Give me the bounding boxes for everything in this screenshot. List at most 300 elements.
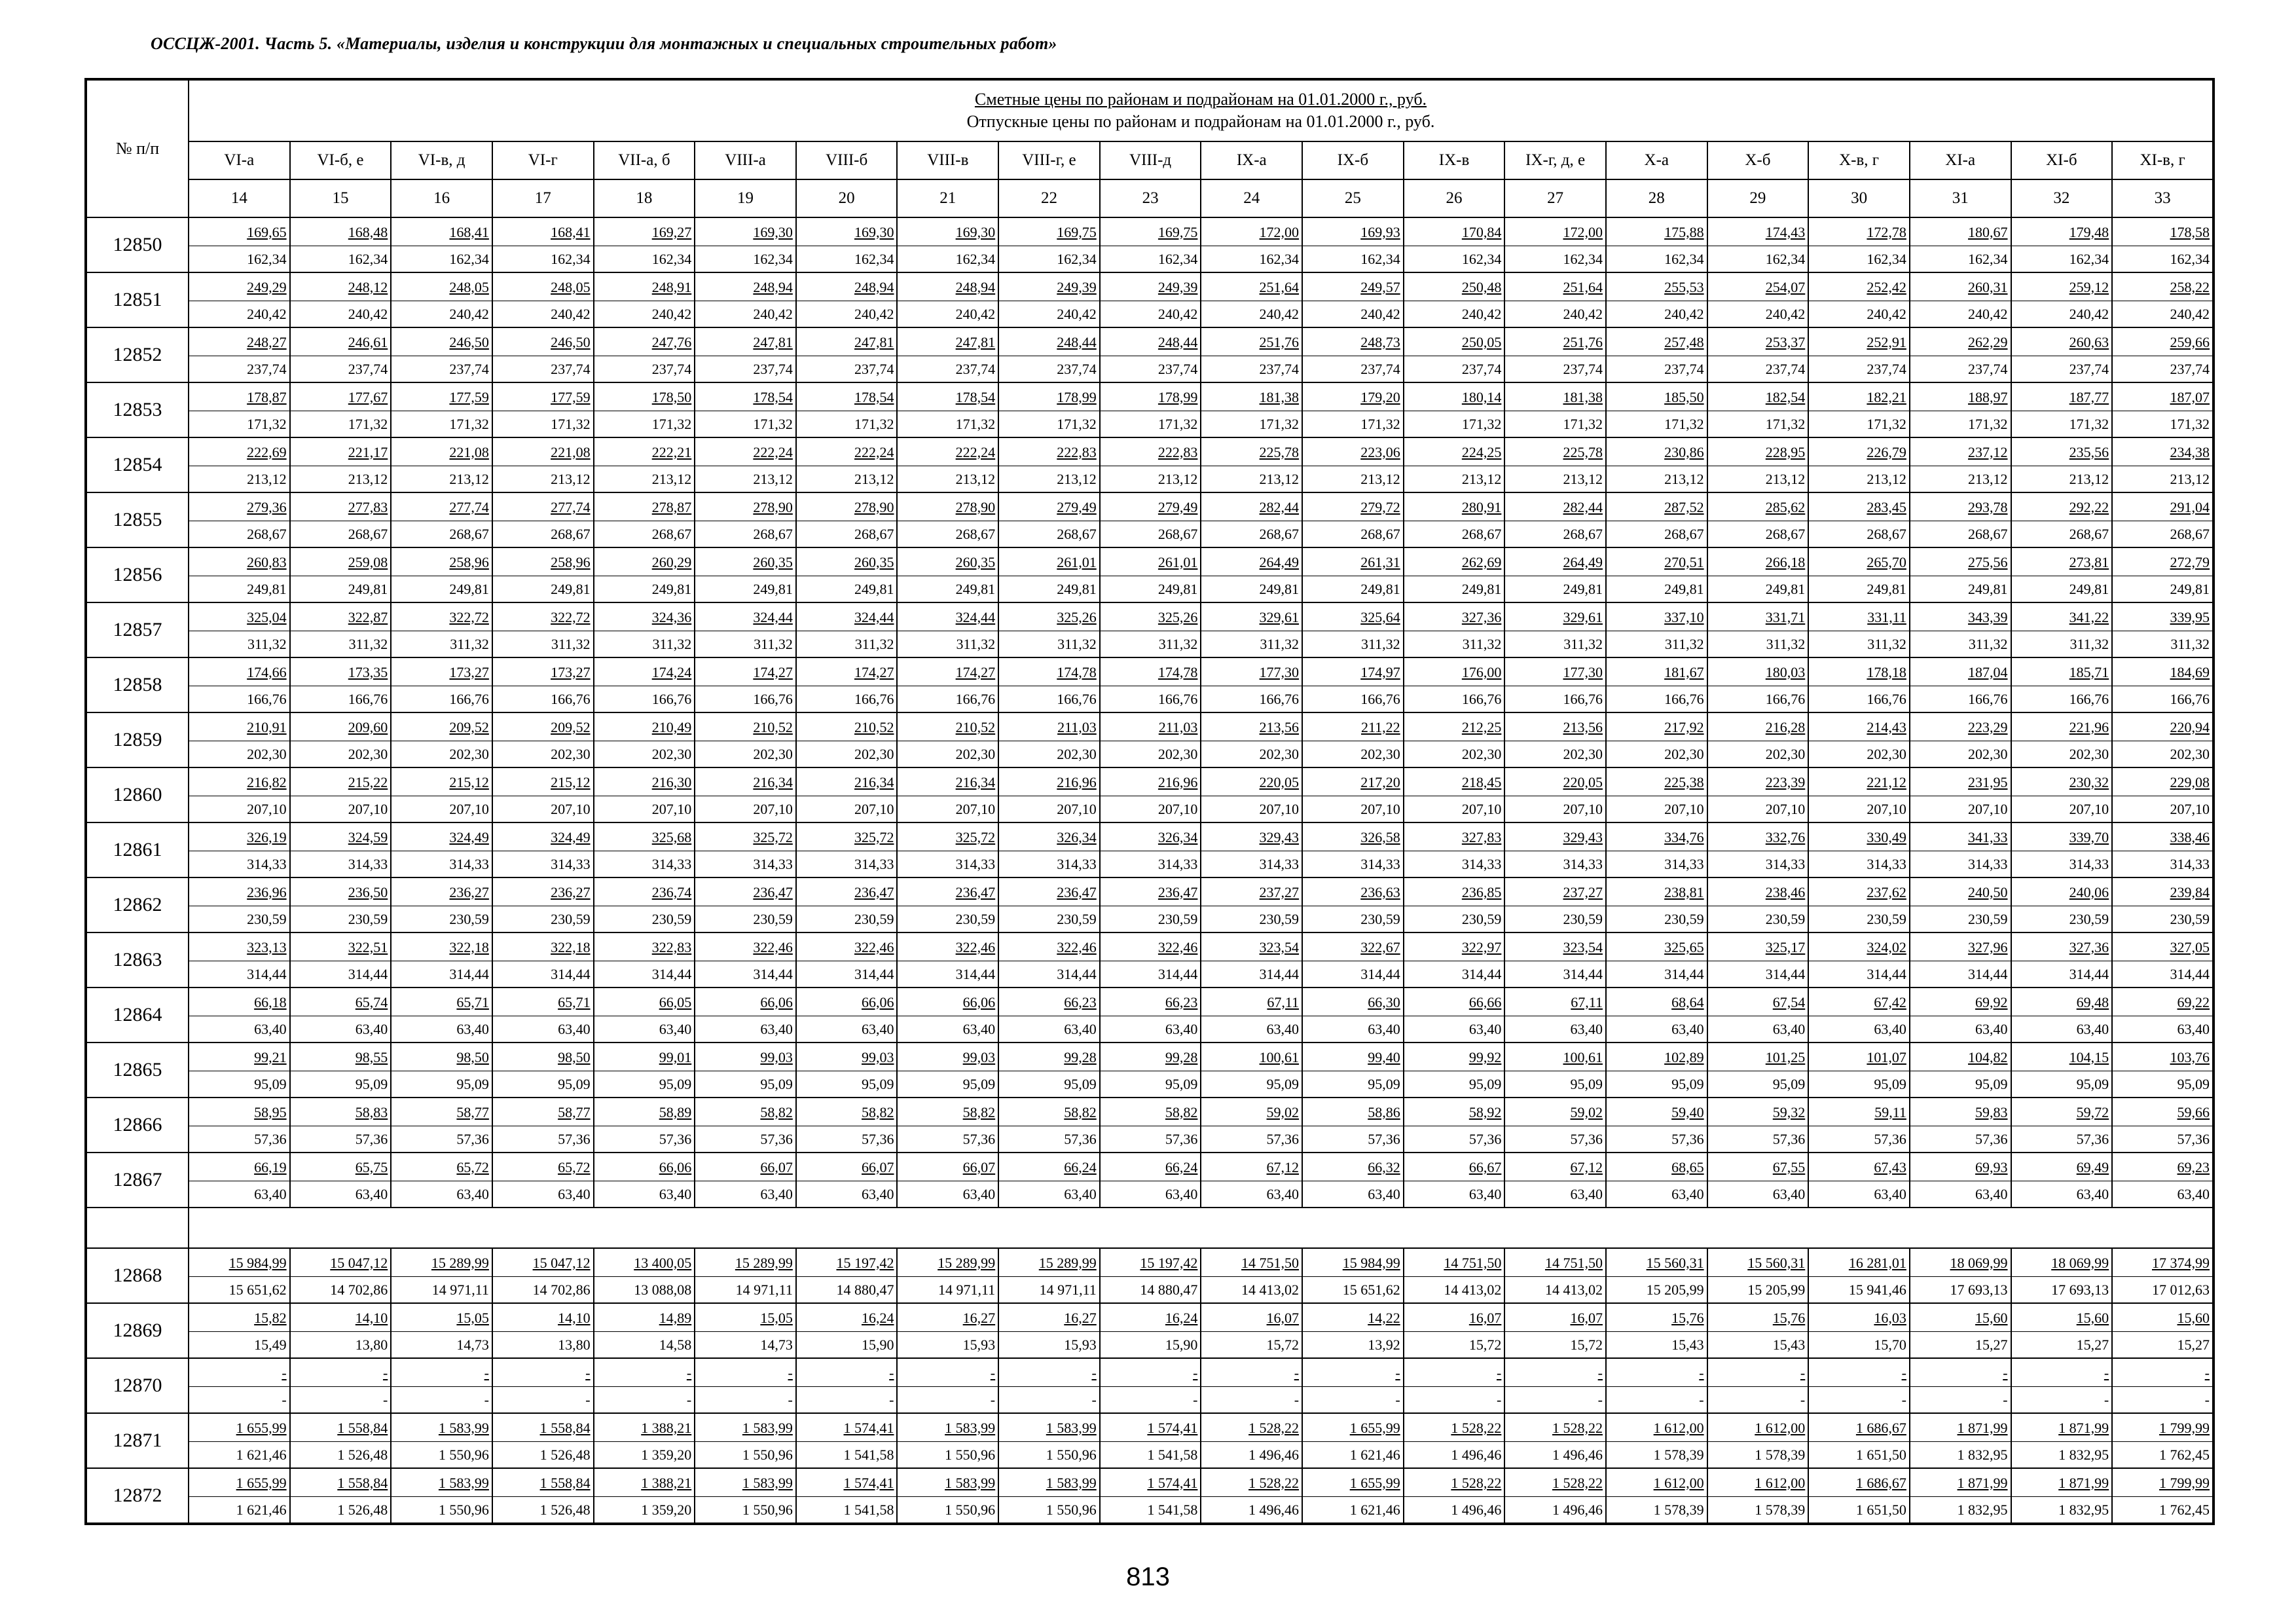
price-cell xyxy=(796,767,898,822)
release-price: 213,12 xyxy=(1259,470,1300,487)
release-price: - xyxy=(1497,1391,1502,1408)
estimated-price-cell xyxy=(1505,329,1605,356)
estimated-price: 279,49 xyxy=(1157,498,1198,515)
release-price: 166,76 xyxy=(1360,690,1400,707)
estimated-price-cell xyxy=(999,549,1099,576)
price-cell xyxy=(2011,602,2113,657)
region-header: XI-а xyxy=(1910,141,2011,179)
estimated-price-cell xyxy=(189,1154,289,1181)
release-price: 63,40 xyxy=(659,1185,692,1202)
release-price: 249,81 xyxy=(2069,580,2109,597)
estimated-price-cell xyxy=(1101,1359,1201,1387)
price-cell xyxy=(1504,712,1606,767)
price-cell xyxy=(1201,1303,1302,1358)
estimated-price: 215,22 xyxy=(348,773,388,790)
price-cell xyxy=(1201,987,1302,1043)
price-cell xyxy=(2112,1098,2214,1153)
estimated-price: - xyxy=(382,1364,388,1381)
price-cell xyxy=(189,217,290,272)
price-cell xyxy=(1404,272,1505,327)
estimated-price-cell xyxy=(189,604,289,631)
price-cell xyxy=(189,327,290,382)
price-cell xyxy=(1606,1098,1707,1153)
price-cell xyxy=(2011,1468,2113,1524)
release-price: 207,10 xyxy=(753,800,793,817)
release-price: - xyxy=(2003,1391,2008,1408)
estimated-price-cell xyxy=(695,659,795,686)
price-cell xyxy=(1606,217,1707,272)
release-price: 268,67 xyxy=(1968,525,2008,542)
release-price: 162,34 xyxy=(1867,250,1906,267)
estimated-price: 338,46 xyxy=(2170,828,2210,845)
estimated-price-cell xyxy=(1303,659,1403,686)
estimated-price-cell xyxy=(2113,604,2212,631)
release-price: - xyxy=(382,1391,388,1408)
estimated-price: 322,46 xyxy=(1057,938,1097,955)
estimated-price-cell xyxy=(2113,329,2212,356)
estimated-price: 1 655,99 xyxy=(236,1474,287,1491)
column-number: 31 xyxy=(1910,179,2011,217)
price-cell xyxy=(695,1413,796,1468)
release-price: 95,09 xyxy=(254,1075,287,1092)
release-price: 162,34 xyxy=(854,250,894,267)
price-cell xyxy=(594,1413,695,1468)
release-price: 311,32 xyxy=(1664,635,1704,652)
release-price: 171,32 xyxy=(247,415,287,432)
estimated-price-cell xyxy=(1201,329,1302,356)
estimated-price: 1 799,99 xyxy=(2159,1419,2210,1436)
estimated-price-cell xyxy=(1101,494,1201,521)
release-price: 311,32 xyxy=(247,635,287,652)
estimated-price-cell xyxy=(1201,274,1302,301)
region-header: X-а xyxy=(1606,141,1707,179)
price-cell xyxy=(998,492,1100,547)
price-cell xyxy=(594,602,695,657)
price-cell xyxy=(1707,1043,1809,1098)
price-table xyxy=(84,78,2215,1525)
release-price: 230,59 xyxy=(1563,910,1603,927)
estimated-price: 238,46 xyxy=(1765,883,1806,900)
estimated-price-cell xyxy=(2012,769,2112,796)
estimated-price-cell xyxy=(1607,1359,1707,1387)
estimated-price: 221,96 xyxy=(2069,718,2109,735)
price-cell xyxy=(594,822,695,877)
release-price: 166,76 xyxy=(1157,690,1198,707)
release-price: 207,10 xyxy=(1765,800,1806,817)
release-price: 314,44 xyxy=(1057,965,1097,982)
price-cell xyxy=(2112,712,2214,767)
release-price: 57,36 xyxy=(1874,1130,1906,1147)
price-cell xyxy=(1504,437,1606,492)
estimated-price: 252,91 xyxy=(1867,333,1906,350)
price-cell xyxy=(1201,1358,1302,1413)
estimated-price: 211,03 xyxy=(1057,718,1097,735)
release-price: 15,70 xyxy=(1874,1336,1906,1353)
release-price: 171,32 xyxy=(2069,415,2109,432)
estimated-price: 217,20 xyxy=(1360,773,1400,790)
release-price: 314,33 xyxy=(1664,855,1704,872)
table-row xyxy=(86,547,2214,602)
release-price: 249,81 xyxy=(551,580,591,597)
estimated-price: 59,40 xyxy=(1671,1103,1704,1120)
estimated-price-cell xyxy=(594,989,695,1016)
estimated-price-cell xyxy=(1201,1414,1302,1442)
price-cell xyxy=(1201,602,1302,657)
release-price: 57,36 xyxy=(1064,1130,1097,1147)
release-price: 237,74 xyxy=(854,360,894,377)
estimated-price: 330,49 xyxy=(1867,828,1906,845)
price-cell xyxy=(1100,822,1201,877)
estimated-price-cell xyxy=(1101,989,1201,1016)
release-price: 15,72 xyxy=(1266,1336,1300,1353)
release-price: 14,58 xyxy=(659,1336,692,1353)
price-cell xyxy=(492,327,594,382)
estimated-price: 247,76 xyxy=(651,333,692,350)
release-price: 240,42 xyxy=(955,305,996,322)
price-cell xyxy=(1808,1358,1910,1413)
estimated-price-cell xyxy=(1505,769,1605,796)
release-price: 95,09 xyxy=(1772,1075,1806,1092)
price-cell xyxy=(796,1248,898,1303)
price-cell xyxy=(1504,987,1606,1043)
estimated-price: 275,56 xyxy=(1968,553,2008,570)
price-cell xyxy=(695,602,796,657)
estimated-price: 58,82 xyxy=(1064,1103,1097,1120)
release-price: 15,90 xyxy=(861,1336,894,1353)
price-cell xyxy=(998,327,1100,382)
estimated-price-cell xyxy=(392,1359,492,1387)
price-cell xyxy=(1808,767,1910,822)
release-price: 95,09 xyxy=(1064,1075,1097,1092)
estimated-price: 224,25 xyxy=(1461,443,1502,460)
estimated-price-cell xyxy=(2113,384,2212,411)
estimated-price-cell xyxy=(695,384,795,411)
row-number: 12858 xyxy=(86,657,189,712)
estimated-price: - xyxy=(1800,1364,1806,1381)
release-price: 63,40 xyxy=(355,1185,388,1202)
estimated-price: 174,78 xyxy=(1157,663,1198,680)
price-cell xyxy=(1504,1468,1606,1524)
price-cell xyxy=(391,1248,492,1303)
estimated-price: 1 871,99 xyxy=(2058,1419,2109,1436)
release-price: 213,12 xyxy=(1563,470,1603,487)
price-cell xyxy=(695,712,796,767)
price-cell xyxy=(1100,1413,1201,1468)
price-cell xyxy=(2112,1043,2214,1098)
price-cell xyxy=(1808,492,1910,547)
release-price: 63,40 xyxy=(2076,1020,2109,1037)
price-cell xyxy=(1910,1468,2011,1524)
release-price: 268,67 xyxy=(1867,525,1906,542)
estimated-price: 181,38 xyxy=(1259,388,1300,405)
release-price: 14 971,11 xyxy=(735,1281,793,1298)
release-price: - xyxy=(1091,1391,1097,1408)
price-cell xyxy=(1404,437,1505,492)
release-price: 95,09 xyxy=(1468,1075,1502,1092)
estimated-price: 14 751,50 xyxy=(1444,1254,1502,1271)
release-price: 166,76 xyxy=(854,690,894,707)
price-cell xyxy=(897,822,998,877)
estimated-price-cell xyxy=(2012,384,2112,411)
estimated-price: 331,71 xyxy=(1765,608,1806,625)
price-cell xyxy=(2011,1358,2113,1413)
estimated-price: 59,11 xyxy=(1874,1103,1906,1120)
estimated-price-cell xyxy=(1809,219,1909,246)
price-cell xyxy=(594,767,695,822)
estimated-price-cell xyxy=(291,1044,391,1071)
price-cell xyxy=(897,1153,998,1208)
release-price: 230,59 xyxy=(551,910,591,927)
estimated-price-cell xyxy=(1101,714,1201,741)
release-price: 1 578,39 xyxy=(1755,1501,1806,1518)
estimated-price: 66,24 xyxy=(1064,1158,1097,1175)
price-cell xyxy=(189,382,290,437)
estimated-price: 15,60 xyxy=(2076,1309,2109,1326)
estimated-price-cell xyxy=(392,494,492,521)
estimated-price-cell xyxy=(1303,1044,1403,1071)
estimated-price: 180,03 xyxy=(1765,663,1806,680)
estimated-price: 17 374,99 xyxy=(2152,1254,2210,1271)
region-header: IX-а xyxy=(1201,141,1302,179)
price-cell xyxy=(290,382,392,437)
release-price: 249,81 xyxy=(1157,580,1198,597)
price-cell xyxy=(1707,987,1809,1043)
estimated-price: 236,47 xyxy=(753,883,793,900)
estimated-price-cell xyxy=(1101,824,1201,851)
estimated-price: 58,82 xyxy=(760,1103,793,1120)
estimated-price-cell xyxy=(189,494,289,521)
estimated-price: 216,30 xyxy=(651,773,692,790)
estimated-price-cell xyxy=(1607,769,1707,796)
estimated-price: 252,42 xyxy=(1867,278,1906,295)
estimated-price: 15,76 xyxy=(1671,1309,1704,1326)
estimated-price-cell xyxy=(695,329,795,356)
price-cell xyxy=(1302,382,1404,437)
estimated-price-cell xyxy=(797,1414,897,1442)
price-cell xyxy=(1910,272,2011,327)
table-body-a xyxy=(86,217,2214,1208)
price-cell xyxy=(998,217,1100,272)
estimated-price: 1 655,99 xyxy=(236,1419,287,1436)
price-cell xyxy=(1302,272,1404,327)
release-price: 314,44 xyxy=(955,965,996,982)
release-price: 15 205,99 xyxy=(1747,1281,1806,1298)
title-estimated-prices: Сметные цены по районам и подрайонам на 01.01.2000 г., руб. xyxy=(974,90,1427,109)
estimated-price: 222,21 xyxy=(651,443,692,460)
table-title xyxy=(189,79,2214,141)
estimated-price-cell xyxy=(2012,1414,2112,1442)
estimated-price: 1 574,41 xyxy=(1147,1419,1198,1436)
estimated-price: 59,66 xyxy=(2177,1103,2210,1120)
price-cell xyxy=(1808,272,1910,327)
price-cell xyxy=(492,657,594,712)
release-price: 17 012,63 xyxy=(2152,1281,2210,1298)
release-price: 166,76 xyxy=(955,690,996,707)
release-price: 57,36 xyxy=(659,1130,692,1147)
estimated-price-cell xyxy=(1809,1469,1909,1497)
price-cell xyxy=(1302,1043,1404,1098)
price-cell xyxy=(594,492,695,547)
estimated-price-cell xyxy=(1303,1414,1403,1442)
price-cell xyxy=(1910,382,2011,437)
release-price: 230,59 xyxy=(1664,910,1704,927)
release-price: 314,44 xyxy=(1867,965,1906,982)
estimated-price-cell xyxy=(189,274,289,301)
release-price: 166,76 xyxy=(2170,690,2210,707)
estimated-price-cell xyxy=(2012,274,2112,301)
release-price: 207,10 xyxy=(1360,800,1400,817)
estimated-price: 216,82 xyxy=(247,773,287,790)
estimated-price: 240,06 xyxy=(2069,883,2109,900)
release-price: 314,33 xyxy=(348,855,388,872)
release-price: 314,33 xyxy=(1057,855,1097,872)
estimated-price-cell xyxy=(1910,439,2011,466)
estimated-price-cell xyxy=(1910,824,2011,851)
release-price: 57,36 xyxy=(1671,1130,1704,1147)
estimated-price-cell xyxy=(695,1414,795,1442)
release-price: 314,44 xyxy=(551,965,591,982)
estimated-price-cell xyxy=(2012,1099,2112,1126)
estimated-price-cell xyxy=(1708,714,1808,741)
estimated-price: 1 574,41 xyxy=(843,1419,894,1436)
estimated-price: 329,61 xyxy=(1563,608,1603,625)
price-cell xyxy=(391,382,492,437)
price-cell xyxy=(492,1413,594,1468)
price-cell xyxy=(695,327,796,382)
estimated-price: 15,05 xyxy=(760,1309,793,1326)
estimated-price: 1 583,99 xyxy=(945,1419,996,1436)
release-price: 230,59 xyxy=(348,910,388,927)
estimated-price-cell xyxy=(2012,549,2112,576)
estimated-price: 246,50 xyxy=(551,333,591,350)
estimated-price: 15,60 xyxy=(2177,1309,2210,1326)
estimated-price: 277,74 xyxy=(551,498,591,515)
estimated-price: 332,76 xyxy=(1765,828,1806,845)
release-price: 162,34 xyxy=(1259,250,1300,267)
estimated-price-cell xyxy=(594,1304,695,1332)
release-price: 63,40 xyxy=(760,1020,793,1037)
release-price: 1 832,95 xyxy=(2058,1446,2109,1463)
release-price: 213,12 xyxy=(1360,470,1400,487)
release-price: 57,36 xyxy=(1368,1130,1400,1147)
release-price: 314,33 xyxy=(1867,855,1906,872)
release-price: 314,33 xyxy=(1360,855,1400,872)
estimated-price: 99,03 xyxy=(861,1048,894,1065)
price-cell xyxy=(1201,492,1302,547)
estimated-price-cell xyxy=(999,494,1099,521)
release-price: 268,67 xyxy=(1461,525,1502,542)
estimated-price-cell xyxy=(493,494,593,521)
release-price: 1 496,46 xyxy=(1552,1446,1603,1463)
estimated-price-cell xyxy=(392,989,492,1016)
estimated-price: 1 583,99 xyxy=(438,1419,489,1436)
column-number: 27 xyxy=(1504,179,1606,217)
price-cell xyxy=(1910,712,2011,767)
estimated-price: 58,77 xyxy=(558,1103,591,1120)
row-number: 12856 xyxy=(86,547,189,602)
release-price: 207,10 xyxy=(955,800,996,817)
release-price: 237,74 xyxy=(1968,360,2008,377)
price-cell xyxy=(695,1098,796,1153)
estimated-price: 59,72 xyxy=(2076,1103,2109,1120)
estimated-price: 99,40 xyxy=(1368,1048,1400,1065)
estimated-price: 247,81 xyxy=(955,333,996,350)
release-price: 311,32 xyxy=(348,635,388,652)
price-cell xyxy=(796,602,898,657)
estimated-price-cell xyxy=(189,824,289,851)
estimated-price: 236,47 xyxy=(955,883,996,900)
price-cell xyxy=(290,602,392,657)
price-cell xyxy=(2112,1358,2214,1413)
estimated-price-cell xyxy=(1910,274,2011,301)
estimated-price-cell xyxy=(594,824,695,851)
estimated-price-cell xyxy=(999,824,1099,851)
release-price: - xyxy=(1901,1391,1906,1408)
price-cell xyxy=(1504,547,1606,602)
price-cell xyxy=(1910,1358,2011,1413)
estimated-price-cell xyxy=(189,549,289,576)
estimated-price: 260,31 xyxy=(1968,278,2008,295)
estimated-price-cell xyxy=(594,1044,695,1071)
estimated-price: - xyxy=(1597,1364,1603,1381)
estimated-price-cell xyxy=(1303,1469,1403,1497)
release-price: 166,76 xyxy=(1765,690,1806,707)
release-price: 240,42 xyxy=(2170,305,2210,322)
estimated-price: 291,04 xyxy=(2170,498,2210,515)
price-cell xyxy=(189,1303,290,1358)
estimated-price-cell xyxy=(1201,989,1302,1016)
estimated-price-cell xyxy=(2113,934,2212,961)
estimated-price: 58,92 xyxy=(1468,1103,1502,1120)
estimated-price-cell xyxy=(1607,1099,1707,1126)
release-price: 166,76 xyxy=(651,690,692,707)
release-price: 63,40 xyxy=(1772,1185,1806,1202)
estimated-price-cell xyxy=(493,1359,593,1387)
estimated-price: 1 574,41 xyxy=(843,1474,894,1491)
estimated-price: 176,00 xyxy=(1461,663,1502,680)
column-number: 33 xyxy=(2112,179,2214,217)
estimated-price-cell xyxy=(1910,879,2011,906)
release-price: 57,36 xyxy=(1975,1130,2008,1147)
release-price: 162,34 xyxy=(1461,250,1502,267)
price-cell xyxy=(2011,1303,2113,1358)
estimated-price: 246,61 xyxy=(348,333,388,350)
release-price: 202,30 xyxy=(1563,745,1603,762)
estimated-price: - xyxy=(990,1364,996,1381)
price-cell xyxy=(1606,932,1707,987)
release-price: 166,76 xyxy=(1968,690,2008,707)
estimated-price-cell xyxy=(291,604,391,631)
estimated-price: 248,12 xyxy=(348,278,388,295)
price-cell xyxy=(290,437,392,492)
price-cell xyxy=(1707,877,1809,932)
estimated-price-cell xyxy=(1505,1154,1605,1181)
estimated-price-cell xyxy=(898,1044,998,1071)
estimated-price: 59,32 xyxy=(1772,1103,1806,1120)
estimated-price: 66,06 xyxy=(962,993,996,1010)
release-price: 202,30 xyxy=(854,745,894,762)
release-price: 63,40 xyxy=(1570,1020,1603,1037)
estimated-price-cell xyxy=(1708,879,1808,906)
release-price: 95,09 xyxy=(1671,1075,1704,1092)
price-cell xyxy=(1606,712,1707,767)
estimated-price-cell xyxy=(695,494,795,521)
price-cell xyxy=(594,987,695,1043)
release-price: 314,44 xyxy=(651,965,692,982)
release-price: 63,40 xyxy=(254,1020,287,1037)
release-price: 268,67 xyxy=(348,525,388,542)
estimated-price: 67,11 xyxy=(1571,993,1603,1010)
